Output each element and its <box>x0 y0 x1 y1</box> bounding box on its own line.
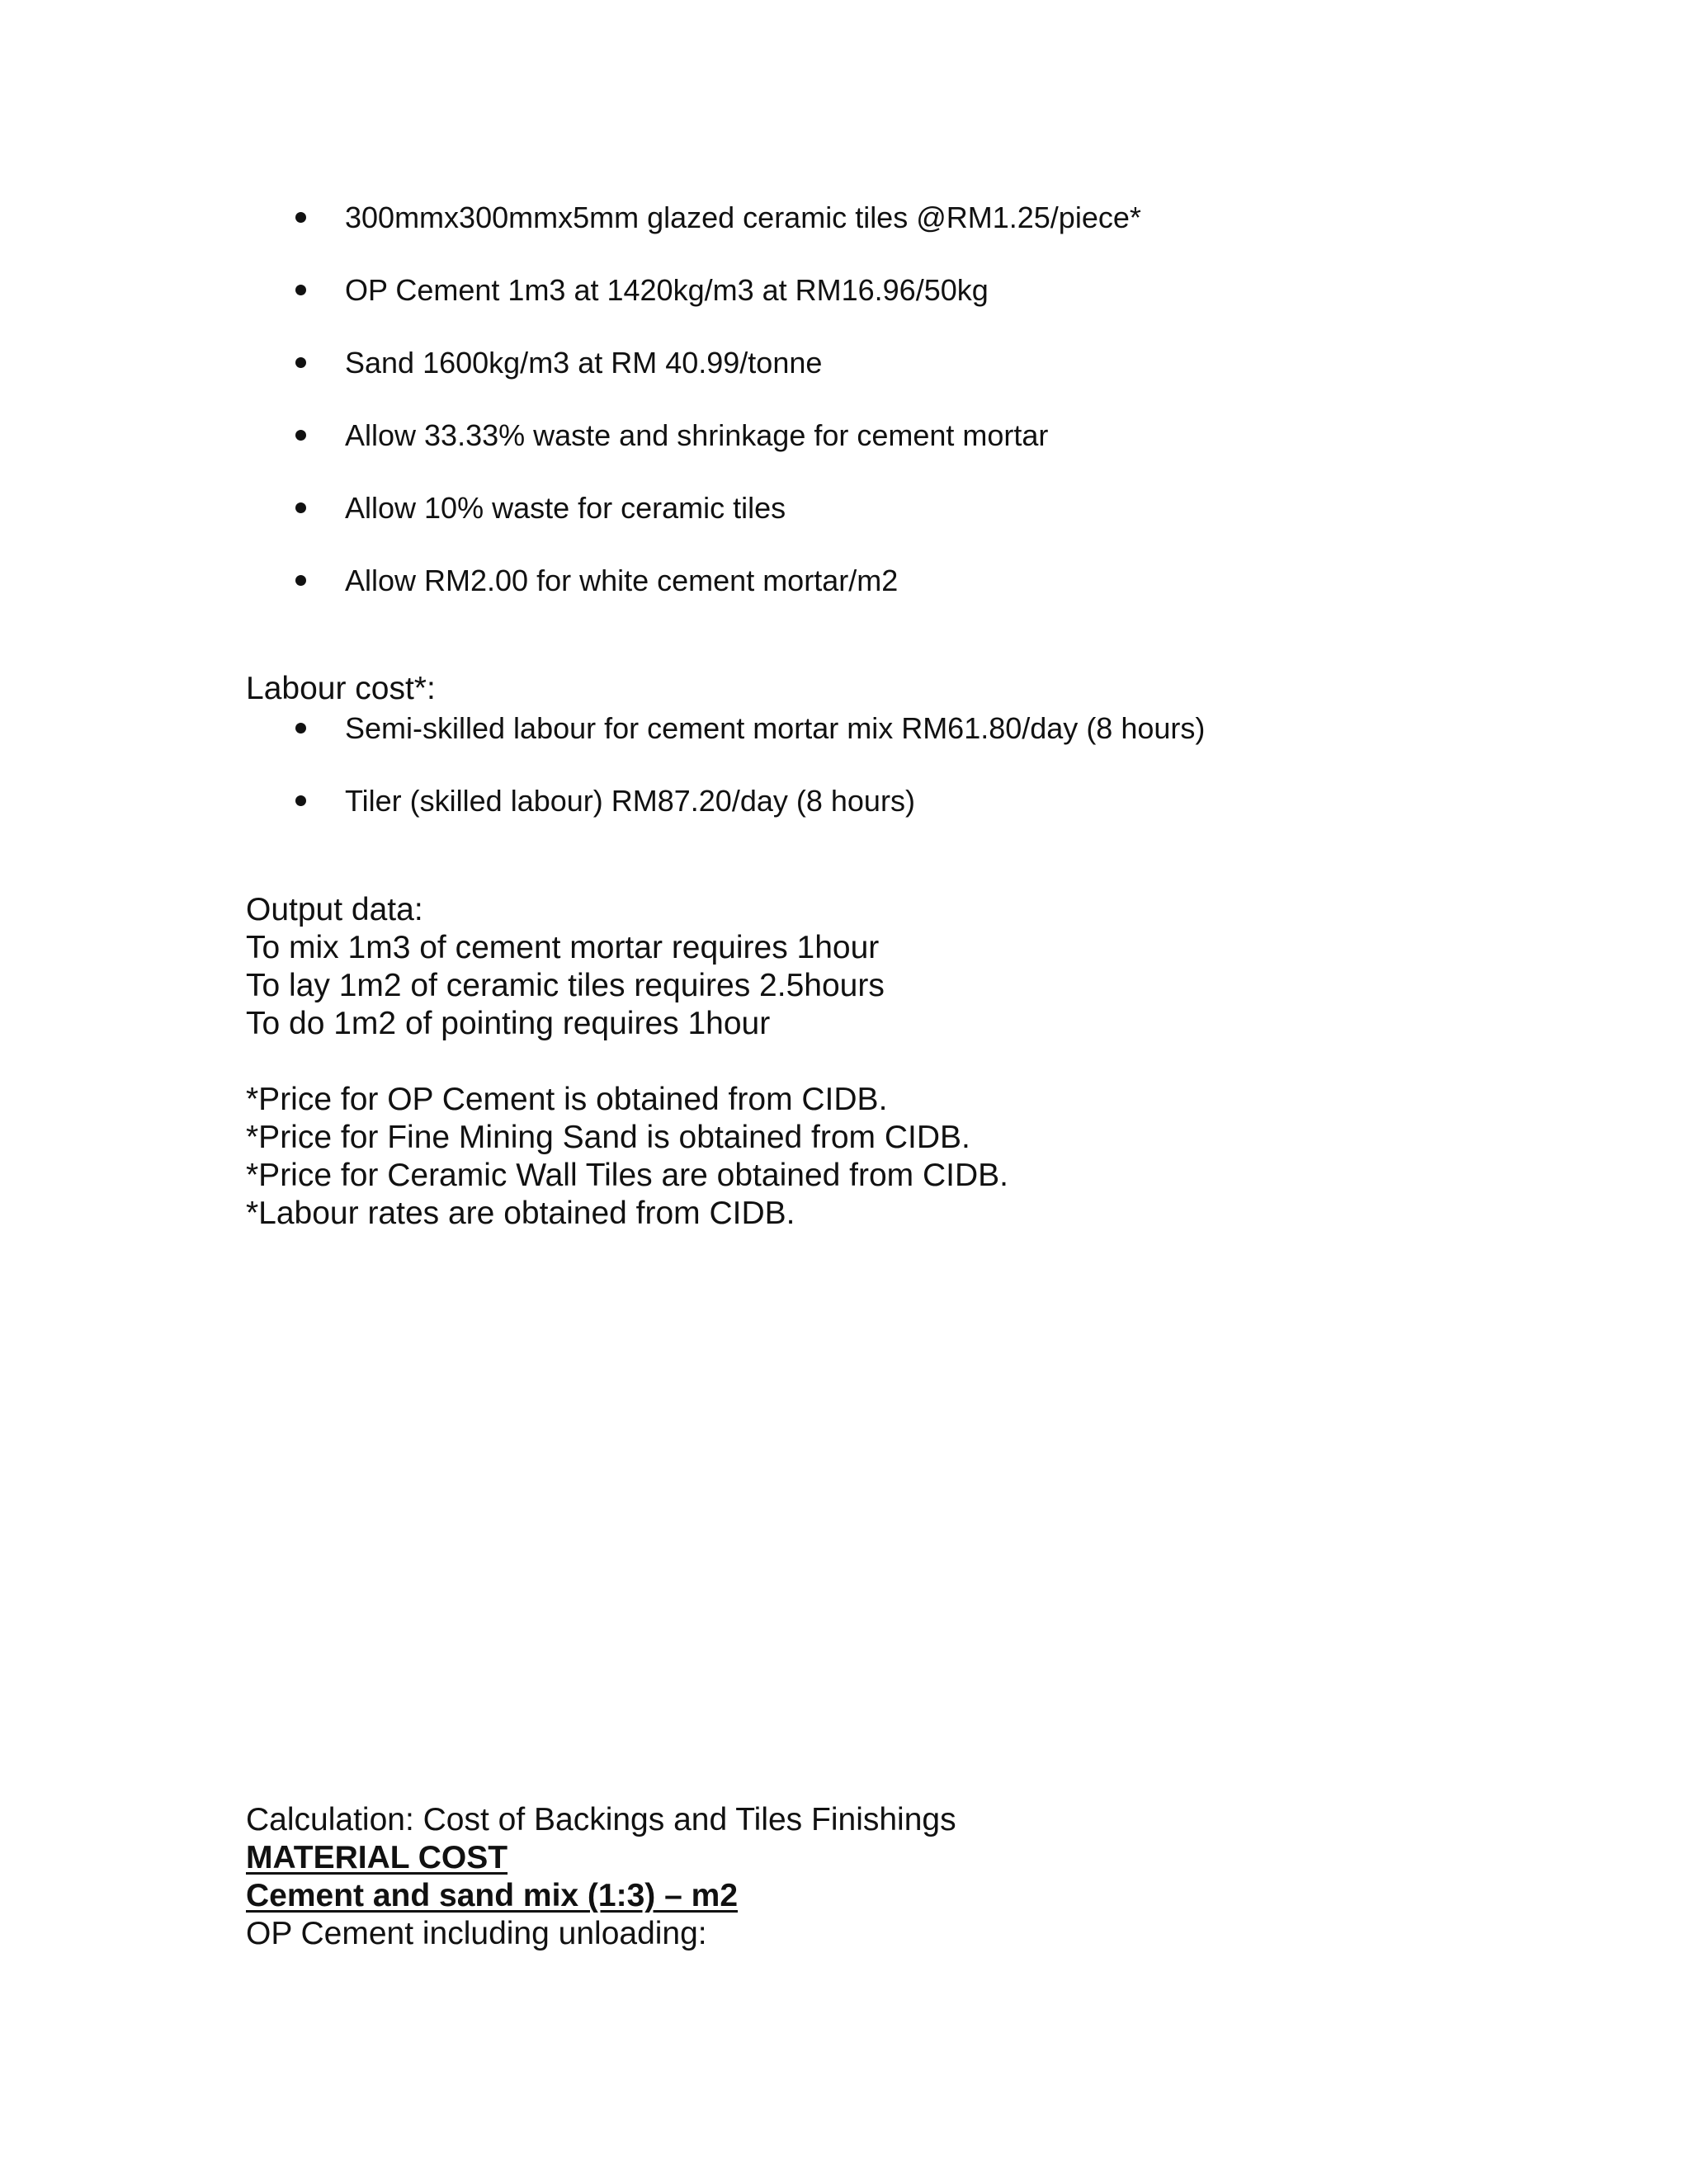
bullet-icon <box>295 575 306 586</box>
calculation-title: Calculation: Cost of Backings and Tiles Finishings <box>246 1802 956 1837</box>
list-item: Allow RM2.00 for white cement mortar/m2 <box>345 564 899 597</box>
list-item: Allow 10% waste for ceramic tiles <box>345 491 786 525</box>
bullet-icon <box>295 430 306 441</box>
list-item: Tiler (skilled labour) RM87.20/day (8 hours) <box>345 784 915 818</box>
note-line: *Price for OP Cement is obtained from CIDB. <box>246 1082 888 1117</box>
list-item: 300mmx300mmx5mm glazed ceramic tiles @RM1.25/piece* <box>345 200 1141 234</box>
output-line: To lay 1m2 of ceramic tiles requires 2.5hours <box>246 968 885 1003</box>
material-cost-heading: MATERIAL COST <box>246 1840 508 1875</box>
op-cement-line: OP Cement including unloading: <box>246 1916 707 1951</box>
bullet-icon <box>295 795 306 806</box>
list-item: Allow 33.33% waste and shrinkage for cement mortar <box>345 418 1049 452</box>
bullet-icon <box>295 285 306 295</box>
output-heading: Output data: <box>246 892 423 927</box>
note-line: *Labour rates are obtained from CIDB. <box>246 1196 795 1231</box>
output-line: To do 1m2 of pointing requires 1hour <box>246 1006 771 1041</box>
bullet-icon <box>295 723 306 734</box>
mix-heading: Cement and sand mix (1:3) – m2 <box>246 1878 739 1913</box>
note-line: *Price for Ceramic Wall Tiles are obtained from CIDB. <box>246 1158 1009 1193</box>
labour-heading: Labour cost*: <box>246 671 436 706</box>
bullet-icon <box>295 357 306 368</box>
output-line: To mix 1m3 of cement mortar requires 1hour <box>246 930 880 965</box>
list-item: Semi-skilled labour for cement mortar mix RM61.80/day (8 hours) <box>345 711 1206 745</box>
list-item: Sand 1600kg/m3 at RM 40.99/tonne <box>345 346 823 380</box>
bullet-icon <box>295 212 306 223</box>
list-item: OP Cement 1m3 at 1420kg/m3 at RM16.96/50kg <box>345 273 989 307</box>
note-line: *Price for Fine Mining Sand is obtained from CIDB. <box>246 1120 970 1155</box>
bullet-icon <box>295 502 306 513</box>
